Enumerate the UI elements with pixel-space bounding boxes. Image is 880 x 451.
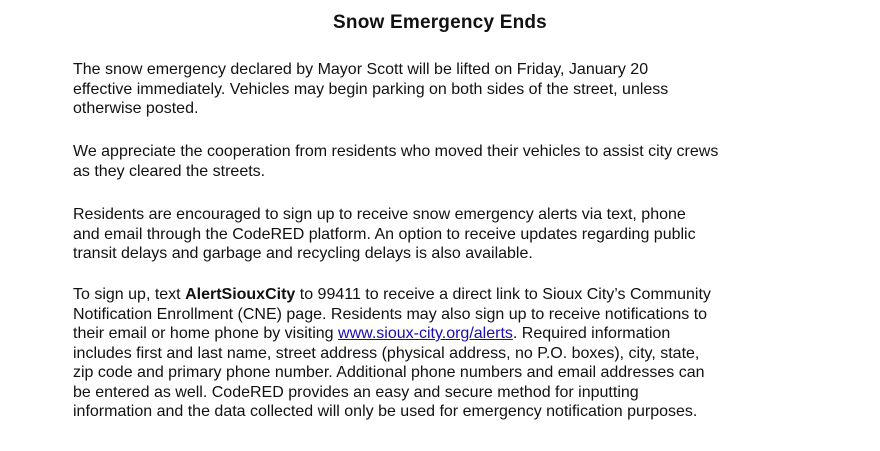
text-segment: To sign up, text	[73, 286, 186, 303]
text-line: includes first and last name, street address (physical address, no P.O. boxes), city, state,	[73, 344, 700, 362]
text-segment: their email or home phone by visiting	[73, 325, 339, 342]
paragraph-lift-announcement	[73, 60, 813, 119]
text-line: as they cleared the streets.	[73, 162, 266, 180]
text-line: zip code and primary phone number. Additional phone numbers and email addresses can	[73, 364, 705, 381]
text-line: effective immediately. Vehicles may begin parking on both sides of the street, unless	[73, 80, 669, 98]
paragraph-signup-instructions	[73, 285, 813, 422]
paragraph-appreciation	[73, 142, 813, 181]
paragraph-alert-signup-info	[73, 205, 813, 264]
text-segment: to 99411 to receive a direct link to Sioux City’s Community	[295, 286, 711, 303]
text-line: and email through the CodeRED platform. An option to receive updates regarding public	[73, 225, 696, 243]
text-line: transit delays and garbage and recycling delays is also available.	[73, 245, 533, 262]
text-line: Residents are encouraged to sign up to receive snow emergency alerts via text, phone	[73, 206, 686, 223]
text-segment: . Required information	[512, 325, 671, 342]
keyword-alertsiouxcity: AlertSiouxCity	[185, 286, 296, 303]
page-title: Snow Emergency Ends	[333, 12, 547, 33]
text-line: be entered as well. CodeRED provides an easy and secure method for inputting	[73, 383, 639, 401]
text-line: Notification Enrollment (CNE) page. Residents may also sign up to receive notifications to	[73, 305, 708, 323]
text-line: otherwise posted.	[73, 100, 199, 117]
text-line: The snow emergency declared by Mayor Scott will be lifted on Friday, January 20	[73, 61, 649, 78]
text-line: information and the data collected will only be used for emergency notification purposes.	[73, 403, 698, 420]
text-line: We appreciate the cooperation from residents who moved their vehicles to assist city crews	[73, 143, 719, 160]
alerts-link[interactable]: www.sioux-city.org/alerts	[338, 325, 513, 342]
